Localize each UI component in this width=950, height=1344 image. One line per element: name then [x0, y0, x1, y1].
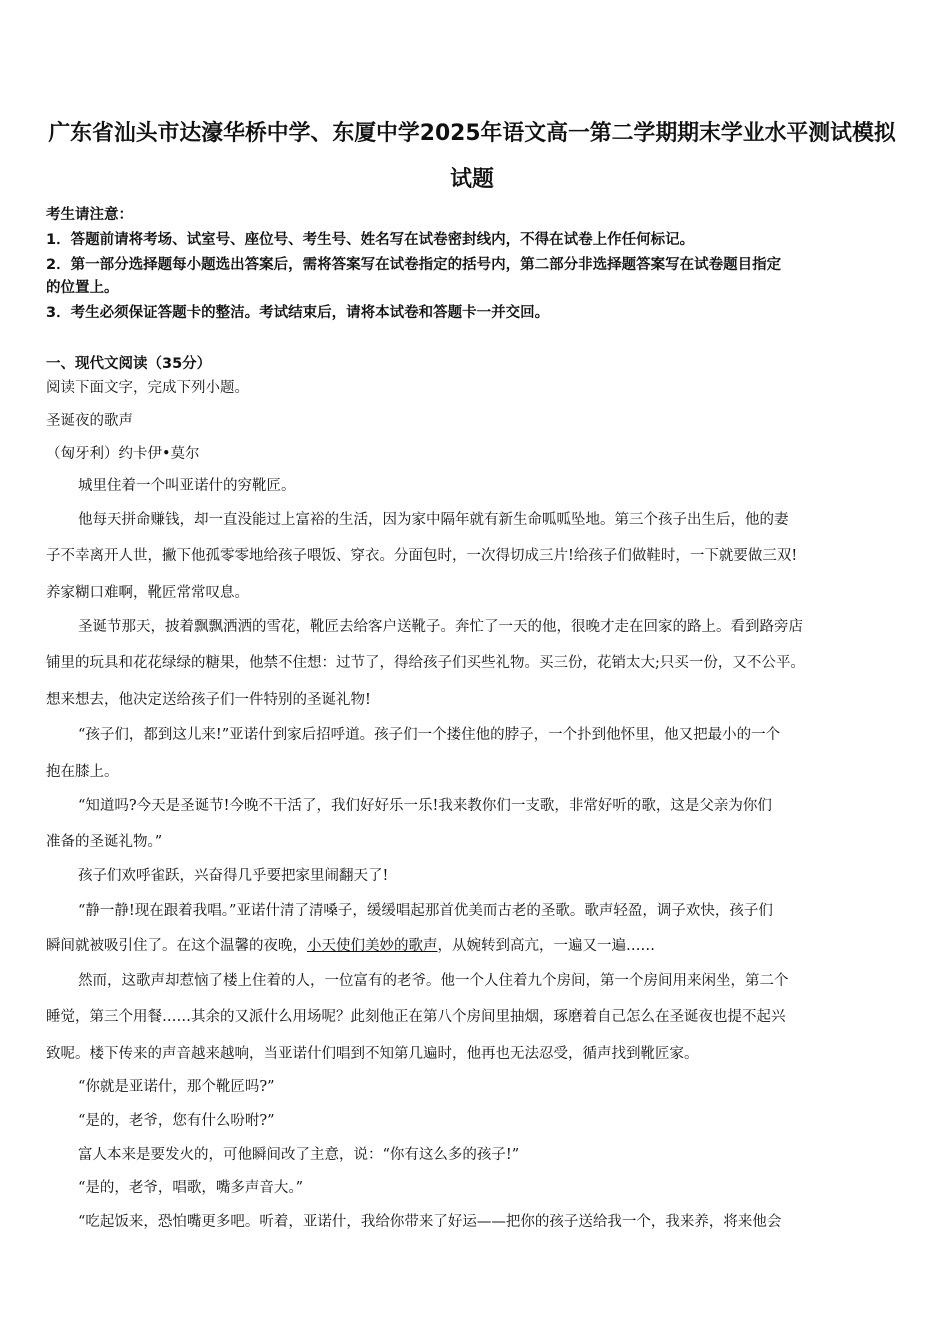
story-line: 他每天拼命赚钱，却一直没能过上富裕的生活，因为家中隔年就有新生命呱呱坠地。第三个孩子出生后，他的妻 [78, 512, 789, 528]
story-line: 想来想去，他决定送给孩子们一件特别的圣诞礼物! [46, 692, 371, 708]
story-line: 睡觉，第三个用餐……其余的又派什么用场呢？此刻他正在第八个房间里抽烟，琢磨着自己怎么在圣诞夜也提不起兴 [46, 1009, 786, 1025]
story-line: “是的，老爷，您有什么吩咐?” [78, 1113, 275, 1129]
notice-item-3: 3．考生必须保证答题卡的整洁。考试结束后，请将本试卷和答题卡一并交回。 [46, 305, 550, 321]
story-line: 铺里的玩具和花花绿绿的糖果，他禁不住想：过节了，得给孩子们买些礼物。买三份，花销太大;只买一份，又不公平。 [46, 655, 805, 671]
story-line: 准备的圣诞礼物。” [46, 834, 163, 850]
story-line-text: 瞬间就被吸引住了。在这个温馨的夜晚， [46, 938, 307, 954]
document-title-line-1: 广东省汕头市达濠华桥中学、东厦中学2025年语文高一第二学期期末学业水平测试模拟 [48, 121, 896, 146]
underlined-phrase: 小天使们美妙的歌声 [307, 938, 438, 954]
story-line: 致呢。楼下传来的声音越来越响，当亚诺什们唱到不知第几遍时，他再也无法忍受，循声找到靴匠家。 [46, 1046, 699, 1062]
story-line: 抱在膝上。 [46, 764, 119, 780]
story-line [46, 936, 655, 956]
story-author: （匈牙利）约卡伊•莫尔 [46, 446, 200, 462]
story-line-text: ，从婉转到高亢，一遍又一遍…… [437, 938, 655, 954]
story-line: “孩子们，都到这儿来!”亚诺什到家后招呼道。孩子们一个搂住他的脖子，一个扑到他怀里，他又把最小的一个 [78, 727, 781, 743]
notice-item-2-cont: 的位置上。 [46, 280, 119, 296]
notice-item-1: 1．答题前请将考场、试室号、座位号、考生号、姓名写在试卷密封线内，不得在试卷上作任何标记。 [46, 232, 695, 248]
document-title-line-2: 试题 [450, 167, 494, 192]
story-line: 富人本来是要发火的，可他瞬间改了主意，说：“你有这么多的孩子!” [78, 1147, 520, 1163]
story-line: 孩子们欢呼雀跃，兴奋得几乎要把家里闹翻天了! [78, 868, 389, 884]
story-line: “知道吗?今天是圣诞节!今晚不干活了，我们好好乐一乐!我来教你们一支歌，非常好听的歌，这是父亲为你们 [78, 798, 772, 814]
section-heading: 一、现代文阅读（35分） [46, 356, 212, 372]
story-line: 然而，这歌声却惹恼了楼上住着的人，一位富有的老爷。他一个人住着九个房间，第一个房间用来闲坐，第二个 [78, 973, 789, 989]
story-line: 养家糊口难啊，靴匠常常叹息。 [46, 585, 249, 601]
story-title: 圣诞夜的歌声 [46, 413, 133, 429]
story-line: “你就是亚诺什，那个靴匠吗?” [78, 1079, 275, 1095]
story-line: “静一静!现在跟着我唱。”亚诺什清了清嗓子，缓缓唱起那首优美而古老的圣歌。歌声轻盈，调子欢快，孩子们 [78, 903, 773, 919]
notice-heading: 考生请注意： [46, 207, 133, 223]
story-line: “是的，老爷，唱歌，嘴多声音大。” [78, 1180, 304, 1196]
section-instruction: 阅读下面文字，完成下列小题。 [46, 380, 249, 396]
story-line: “吃起饭来，恐怕嘴更多吧。听着，亚诺什，我给你带来了好运——把你的孩子送给我一个，我来养，将来他会 [78, 1214, 782, 1230]
story-line: 子不幸离开人世，撇下他孤零零地给孩子喂饭、穿衣。分面包时，一次得切成三片!给孩子们做鞋时，一下就要做三双! [46, 548, 798, 564]
story-line: 城里住着一个叫亚诺什的穷靴匠。 [78, 478, 296, 494]
notice-item-2: 2．第一部分选择题每小题选出答案后，需将答案写在试卷指定的括号内，第二部分非选择题答案写在试卷题目指定 [46, 257, 782, 273]
story-line: 圣诞节那天，披着飘飘洒洒的雪花，靴匠去给客户送靴子。奔忙了一天的他，很晚才走在回家的路上。看到路旁店 [78, 619, 803, 635]
